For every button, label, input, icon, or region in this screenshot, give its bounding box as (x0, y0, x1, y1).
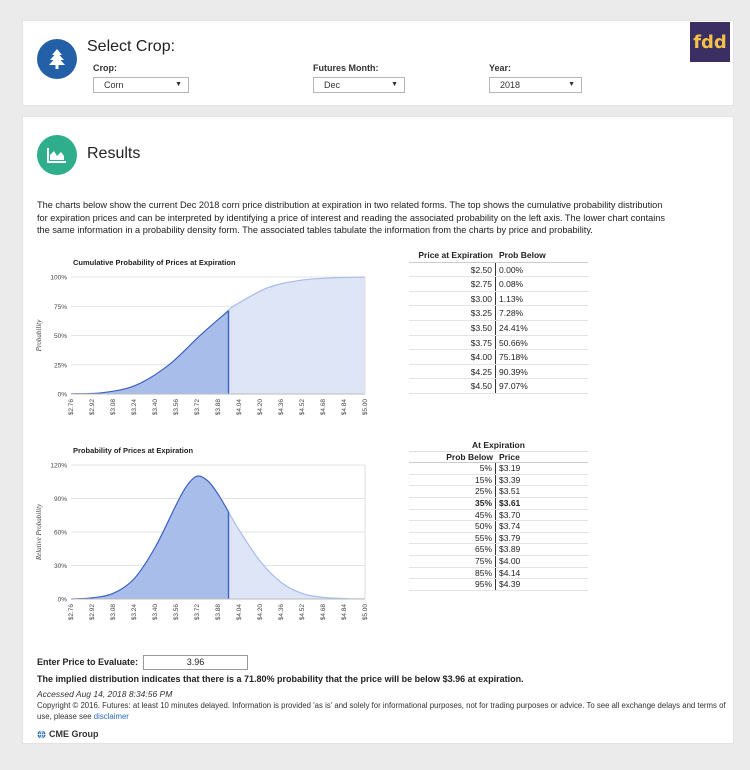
table-row (409, 365, 588, 380)
table-row (409, 350, 588, 365)
area-above-price (229, 512, 366, 599)
table-cell: $3.50 (409, 321, 496, 335)
table-cell: $3.75 (409, 336, 496, 350)
x-tick-label: $3.08 (110, 604, 117, 621)
table-header (409, 248, 588, 263)
y-tick-label: 75% (53, 303, 67, 311)
implied-probability-text: The implied distribution indicates that there is a 71.80% probability that the price will be below $3.96 at expiration. (37, 674, 524, 684)
y-tick-label: 90% (53, 496, 67, 503)
table-cell: $3.25 (409, 306, 496, 320)
x-tick-label: $2.76 (68, 399, 75, 416)
y-axis-label: Probability (35, 319, 43, 352)
area-above-price (229, 277, 366, 394)
table-cell: $4.25 (409, 365, 496, 379)
y-tick-label: 0% (57, 596, 67, 604)
table-cell: 75.18% (499, 352, 528, 363)
table-row (409, 475, 588, 487)
x-tick-label: $4.52 (299, 399, 306, 416)
table-row (409, 463, 588, 475)
x-tick-label: $3.88 (215, 399, 222, 416)
table-cell: 25% (409, 486, 496, 497)
futures-month-select[interactable] (313, 77, 405, 93)
table-cell: 24.41% (499, 322, 528, 333)
table-cell: $3.79 (499, 532, 521, 543)
x-tick-label: $3.56 (173, 604, 180, 621)
table-cell: 0.08% (499, 279, 524, 290)
x-tick-label: $3.08 (110, 399, 117, 416)
table-header (409, 452, 588, 464)
x-tick-label: $4.52 (299, 604, 306, 621)
table-cell: $4.39 (499, 579, 521, 590)
x-tick-label: $3.24 (131, 399, 138, 416)
y-tick-label: 0% (57, 391, 67, 399)
table-cell: 15% (409, 475, 496, 486)
area-below-price (71, 311, 229, 394)
chevron-down-icon: ▼ (568, 81, 575, 88)
table-header-cell: Prob Below (499, 250, 546, 260)
fdd-logo: fdd (690, 22, 730, 62)
table-cell: 45% (409, 510, 496, 521)
y-tick-label: 50% (53, 333, 67, 340)
table-cell: $4.00 (409, 350, 496, 364)
cumulative-chart-title: Cumulative Probability of Prices at Expiration (73, 258, 236, 267)
x-tick-label: $4.36 (278, 399, 285, 416)
table-row (409, 379, 588, 394)
table-row (409, 533, 588, 545)
table-cell: 35% (409, 498, 496, 509)
select-crop-title: Select Crop: (87, 38, 176, 55)
year-select[interactable] (489, 77, 582, 93)
x-tick-label: $3.88 (215, 604, 222, 621)
table-cell: $2.50 (409, 263, 496, 277)
crop-tree-icon (37, 39, 77, 79)
y-tick-label: 30% (53, 563, 67, 570)
table-cell: $3.51 (499, 486, 521, 497)
table-cell: $3.70 (499, 509, 521, 520)
accessed-timestamp: Accessed Aug 14, 2018 8:34:56 PM (37, 689, 173, 699)
futures-month-value: Dec (324, 80, 341, 90)
table-row (409, 521, 588, 533)
chevron-down-icon: ▼ (391, 81, 398, 88)
table-cell: $3.74 (499, 521, 521, 532)
x-tick-label: $2.92 (89, 399, 96, 416)
cme-group-brand (37, 729, 99, 739)
year-label: Year: (489, 63, 512, 73)
year-select-value: 2018 (500, 80, 521, 90)
table-row (409, 579, 588, 591)
table-cell: $3.00 (409, 292, 496, 306)
evaluate-price-input[interactable]: 3.96 (143, 655, 248, 670)
table-row (409, 277, 588, 292)
table-cell: 50% (409, 521, 496, 532)
evaluate-price-label: Enter Price to Evaluate: (37, 657, 139, 667)
table-cell: $4.00 (499, 555, 521, 566)
x-tick-label: $3.72 (194, 399, 201, 416)
x-tick-label: $4.68 (320, 604, 327, 621)
table-header-cell: Price at Expiration (418, 250, 493, 260)
at-expiration-table (409, 440, 588, 591)
disclaimer-link[interactable]: disclaimer (93, 712, 129, 721)
x-tick-label: $4.04 (236, 399, 243, 416)
table-row (409, 544, 588, 556)
x-tick-label: $4.04 (236, 604, 243, 621)
y-axis-label: Relative Probability (35, 503, 43, 561)
table-header-cell: Prob Below (446, 451, 493, 462)
table-cell: 85% (409, 568, 496, 579)
table-cell: $3.39 (499, 474, 521, 485)
x-tick-label: $3.56 (173, 399, 180, 416)
y-tick-label: 60% (53, 529, 67, 537)
table-cell: $3.19 (499, 463, 521, 474)
globe-icon (37, 730, 46, 739)
table-row (409, 321, 588, 336)
x-tick-label: $3.40 (152, 604, 159, 621)
table-row (409, 292, 588, 307)
table-cell: $3.89 (499, 544, 521, 555)
results-title: Results (87, 145, 141, 162)
results-intro-text: The charts below show the current Dec 2018 corn price distribution at expiration in two related forms. The top shows the cumulative probability distribution for expiration prices and can be interpreted by identifying a price of interest and reading the associated probability on the left axis. The lower chart contains the same information in a probability density form. The associated tables tabulate the information from the charts by price and probability. (37, 200, 666, 235)
table-cell: 55% (409, 533, 496, 544)
table-cell: 5% (409, 463, 496, 474)
select-crop-panel (22, 20, 734, 106)
table-row (409, 306, 588, 321)
density-chart-title: Probability of Prices at Expiration (73, 446, 194, 455)
table-cell: 7.28% (499, 308, 524, 319)
cme-group-label: CME Group (49, 729, 99, 739)
table-cell: $2.75 (409, 277, 496, 291)
area-below-price (71, 476, 229, 599)
x-tick-label: $3.40 (152, 399, 159, 416)
cumulative-probability-chart (33, 267, 378, 422)
x-tick-label: $5.00 (362, 604, 369, 621)
x-tick-label: $2.76 (68, 604, 75, 621)
x-tick-label: $5.00 (362, 399, 369, 416)
x-tick-label: $4.20 (257, 604, 264, 621)
table-row (409, 336, 588, 351)
table-cell: $4.14 (499, 567, 521, 578)
x-tick-label: $4.68 (320, 399, 327, 416)
x-tick-label: $3.24 (131, 604, 138, 621)
table-header-cell: Price (499, 451, 520, 462)
results-chart-icon (37, 135, 77, 175)
y-tick-label: 100% (50, 274, 67, 282)
table-cell: $4.50 (409, 379, 496, 393)
copyright-text: Copyright © 2016. Futures: at least 10 minutes delayed. Information is provided 'as is' and solely for informational purposes, not for trading purposes or advice. To see all exchange delays and terms of use, please see (37, 701, 726, 721)
table-cell: 75% (409, 556, 496, 567)
table-row (409, 510, 588, 522)
table-row (409, 486, 588, 498)
x-tick-label: $4.20 (257, 399, 264, 416)
y-tick-label: 25% (53, 362, 67, 370)
x-tick-label: $3.72 (194, 604, 201, 621)
table-row (409, 498, 588, 510)
table-cell: 0.00% (499, 264, 524, 275)
table-cell: 90.39% (499, 366, 528, 377)
table-cell: $3.61 (499, 497, 521, 508)
table-cell: 97.07% (499, 381, 528, 392)
crop-select[interactable] (93, 77, 189, 93)
copyright-notice (37, 700, 727, 722)
results-panel (22, 116, 734, 744)
crop-select-value: Corn (104, 80, 124, 90)
table-row (409, 568, 588, 580)
crop-label: Crop: (93, 63, 117, 73)
futures-month-label: Futures Month: (313, 63, 379, 73)
x-tick-label: $4.36 (278, 604, 285, 621)
price-probability-table (409, 248, 588, 394)
table-row (409, 263, 588, 278)
table-title: At Expiration (409, 440, 588, 452)
table-cell: 95% (409, 579, 496, 590)
probability-density-chart (33, 455, 378, 640)
table-cell: 65% (409, 544, 496, 555)
chevron-down-icon: ▼ (175, 81, 182, 88)
table-row (409, 556, 588, 568)
x-tick-label: $2.92 (89, 604, 96, 621)
x-tick-label: $4.84 (341, 604, 348, 621)
y-tick-label: 120% (50, 462, 67, 470)
x-tick-label: $4.84 (341, 399, 348, 416)
table-cell: 50.66% (499, 337, 528, 348)
table-cell: 1.13% (499, 293, 524, 304)
